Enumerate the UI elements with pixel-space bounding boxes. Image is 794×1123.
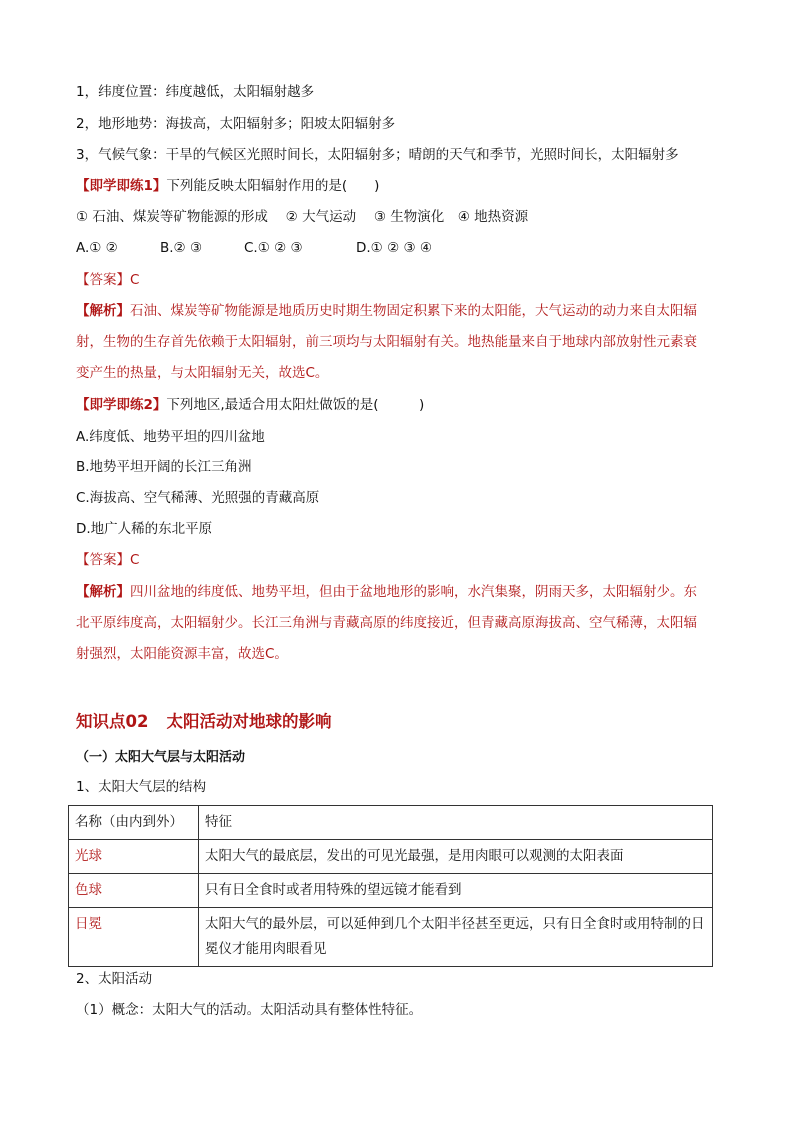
structure-title: 1、太阳大气层的结构 [76, 779, 207, 795]
question-2-option-b: B.地势平坦开阔的长江三角洲 [76, 459, 252, 475]
question-1-analysis-line-2: 射，生物的生存首先依赖于太阳辐射，前三项均与太阳辐射有关。地热能量来自于地球内部放射性元素衰 [76, 334, 697, 350]
activity-concept: （1）概念：太阳大气的活动。太阳活动具有整体性特征。 [76, 1002, 423, 1018]
activity-title: 2、太阳活动 [76, 971, 153, 987]
question-1-analysis-line-3: 变产生的热量，与太阳辐射无关，故选C。 [76, 365, 329, 381]
question-1-answer: 【答案】C [76, 272, 140, 288]
layer-feature: 只有日全食时或者用特殊的望远镜才能看到 [199, 874, 713, 908]
factor-climate: 3，气候气象：干旱的气候区光照时间长，太阳辐射多；晴朗的天气和季节，光照时间长，太阳辐射多 [76, 147, 679, 163]
question-2 [76, 395, 424, 415]
layer-name: 光球 [69, 840, 199, 874]
section-subtitle: （一）太阳大气层与太阳活动 [76, 750, 246, 765]
question-1-stem: 下列能反映太阳辐射作用的是( ) [166, 178, 380, 194]
question-2-option-a: A.纬度低、地势平坦的四川盆地 [76, 429, 265, 445]
factor-latitude: 1，纬度位置：纬度越低，太阳辐射越多 [76, 84, 315, 100]
question-1-items: ① 石油、煤炭等矿物能源的形成 ② 大气运动 ③ 生物演化 ④ 地热资源 [76, 209, 529, 225]
option-c: C.① ② ③ [244, 240, 303, 256]
layer-name: 日冕 [69, 908, 199, 967]
section-heading [76, 708, 331, 732]
question-2-analysis-line-1 [76, 582, 697, 602]
table-row [69, 840, 713, 874]
question-2-option-d: D.地广人稀的东北平原 [76, 521, 213, 537]
question-2-answer: 【答案】C [76, 552, 140, 568]
factor-terrain: 2，地形地势：海拔高，太阳辐射多；阳坡太阳辐射多 [76, 116, 396, 132]
option-a: A.① ② [76, 240, 118, 256]
question-2-analysis-line-2: 北平原纬度高，太阳辐射少。长江三角洲与青藏高原的纬度接近，但青藏高原海拔高、空气稀薄，太阳辐 [76, 615, 697, 631]
table-header-row [69, 806, 713, 840]
question-1-analysis-text-1: 石油、煤炭等矿物能源是地质历史时期生物固定积累下来的太阳能，大气运动的动力来自太阳辐 [130, 303, 697, 319]
option-d: D.① ② ③ ④ [356, 240, 432, 256]
sun-atmosphere-table [68, 805, 713, 967]
table-row [69, 908, 713, 967]
layer-feature: 太阳大气的最底层，发出的可见光最强，是用肉眼可以观测的太阳表面 [199, 840, 713, 874]
option-b: B.② ③ [160, 240, 203, 256]
question-2-tag: 【即学即练2】 [76, 397, 167, 413]
question-1-options [76, 238, 432, 258]
question-2-analysis-line-3: 射强烈，太阳能资源丰富，故选C。 [76, 646, 288, 662]
question-1 [76, 176, 379, 196]
table-header-name: 名称（由内到外） [69, 806, 199, 840]
layer-name: 色球 [69, 874, 199, 908]
layer-feature: 太阳大气的最外层，可以延伸到几个太阳半径甚至更远，只有日全食时或用特制的日冕仪才能用肉眼看见 [199, 908, 713, 967]
table-row [69, 874, 713, 908]
table-header-feature: 特征 [199, 806, 713, 840]
question-2-option-c: C.海拔高、空气稀薄、光照强的青藏高原 [76, 490, 320, 506]
question-2-analysis-text-1: 四川盆地的纬度低、地势平坦，但由于盆地地形的影响，水汽集聚，阴雨天多，太阳辐射少。东 [130, 584, 697, 600]
question-1-analysis-tag: 【解析】 [76, 303, 130, 319]
question-2-analysis-tag: 【解析】 [76, 584, 130, 600]
section-number: 知识点02 [76, 712, 149, 731]
section-title: 太阳活动对地球的影响 [166, 712, 332, 731]
question-1-analysis-line-1 [76, 301, 697, 321]
question-1-tag: 【即学即练1】 [76, 178, 167, 194]
question-2-stem: 下列地区,最适合用太阳灶做饭的是( ) [166, 397, 425, 413]
